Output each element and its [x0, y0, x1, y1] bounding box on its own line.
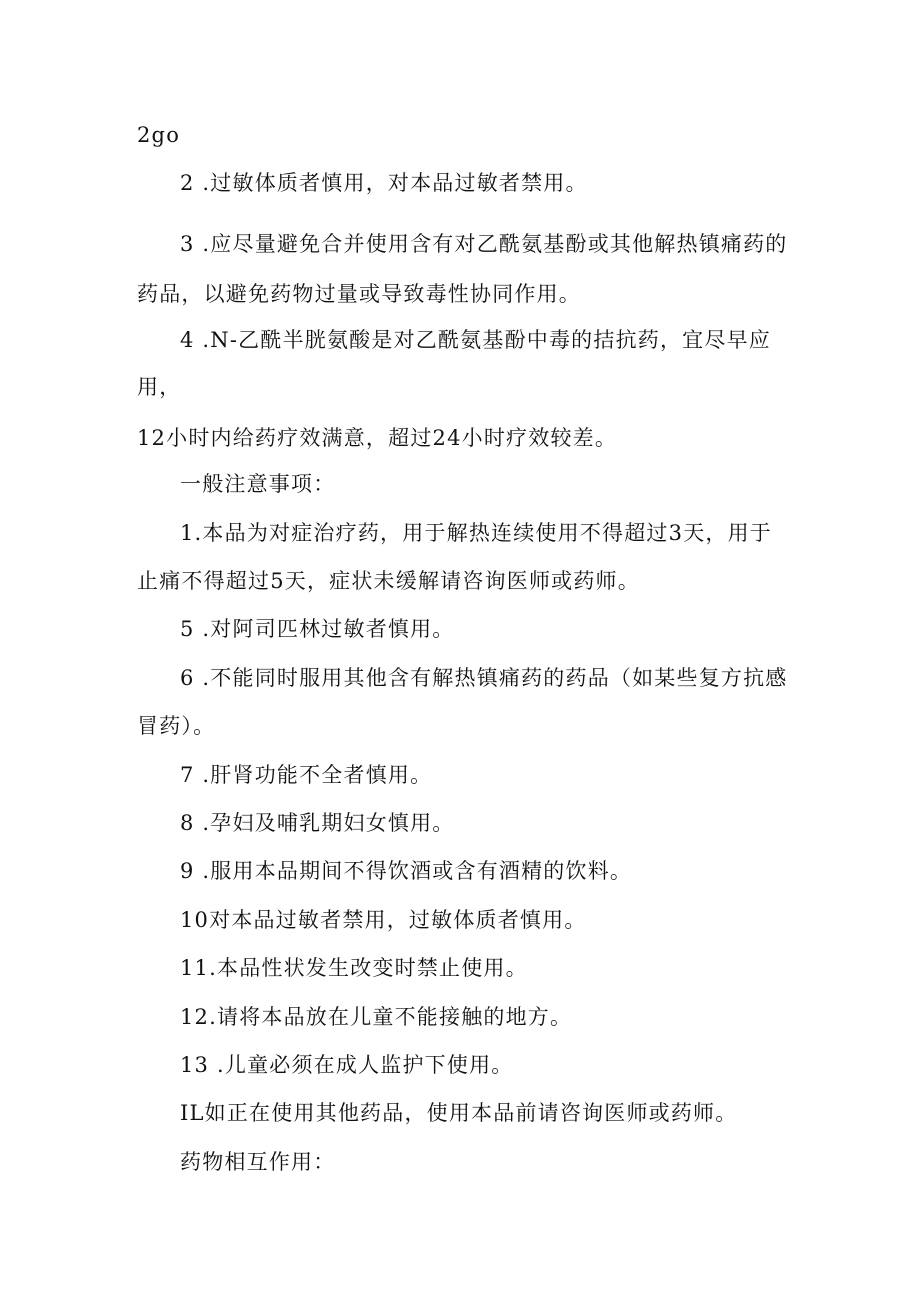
general-note-item-6-cont: 冒药）。 [137, 714, 216, 738]
general-note-item-14: IL如正在使用其他药品，使用本品前请咨询医师或药师。 [180, 1101, 738, 1125]
precaution-item-4: 4 .N-乙酰半胱氨酸是对乙酰氨基酚中毒的拮抗药，宜尽早应 [180, 328, 771, 352]
precaution-item-3: 3 .应尽量避免合并使用含有对乙酰氨基酚或其他解热镇痛药的 [180, 232, 788, 256]
general-note-item-1-cont: 止痛不得超过5天，症状未缓解请咨询医师或药师。 [137, 569, 640, 593]
precaution-item-4-cont-2: 12小时内给药疗效满意，超过24小时疗效较差。 [137, 426, 618, 450]
general-note-item-7: 7 .肝肾功能不全者慎用。 [180, 763, 433, 787]
general-note-item-8: 8 .孕妇及哺乳期妇女慎用。 [180, 811, 455, 835]
general-note-item-12: 12.请将本品放在儿童不能接触的地方。 [180, 1005, 573, 1029]
section-heading-drug-interactions: 药物相互作用： [180, 1150, 336, 1174]
general-note-item-13: 13 .儿童必须在成人监护下使用。 [180, 1053, 514, 1077]
general-note-item-1: 1.本品为对症治疗药，用于解热连续使用不得超过3天，用于 [180, 521, 772, 545]
precaution-item-3-cont: 药品，以避免药物过量或导致毒性协同作用。 [137, 282, 581, 306]
section-heading-general-notes: 一般注意事项： [180, 472, 336, 496]
general-note-item-11: 11.本品性状发生改变时禁止使用。 [180, 956, 528, 980]
general-note-item-9: 9 .服用本品期间不得饮酒或含有酒精的饮料。 [180, 859, 633, 883]
precaution-item-2: 2 .过敏体质者慎用，对本品过敏者禁用。 [180, 171, 588, 195]
general-note-item-6: 6 .不能同时服用其他含有解热镇痛药的药品（如某些复方抗感 [180, 666, 788, 690]
general-note-item-5: 5 .对阿司匹林过敏者慎用。 [180, 617, 455, 641]
text-line-continuation: 2go [137, 123, 181, 147]
general-note-item-10: 10对本品过敏者禁用，过敏体质者慎用。 [180, 908, 587, 932]
precaution-item-4-cont: 用， [137, 375, 182, 399]
